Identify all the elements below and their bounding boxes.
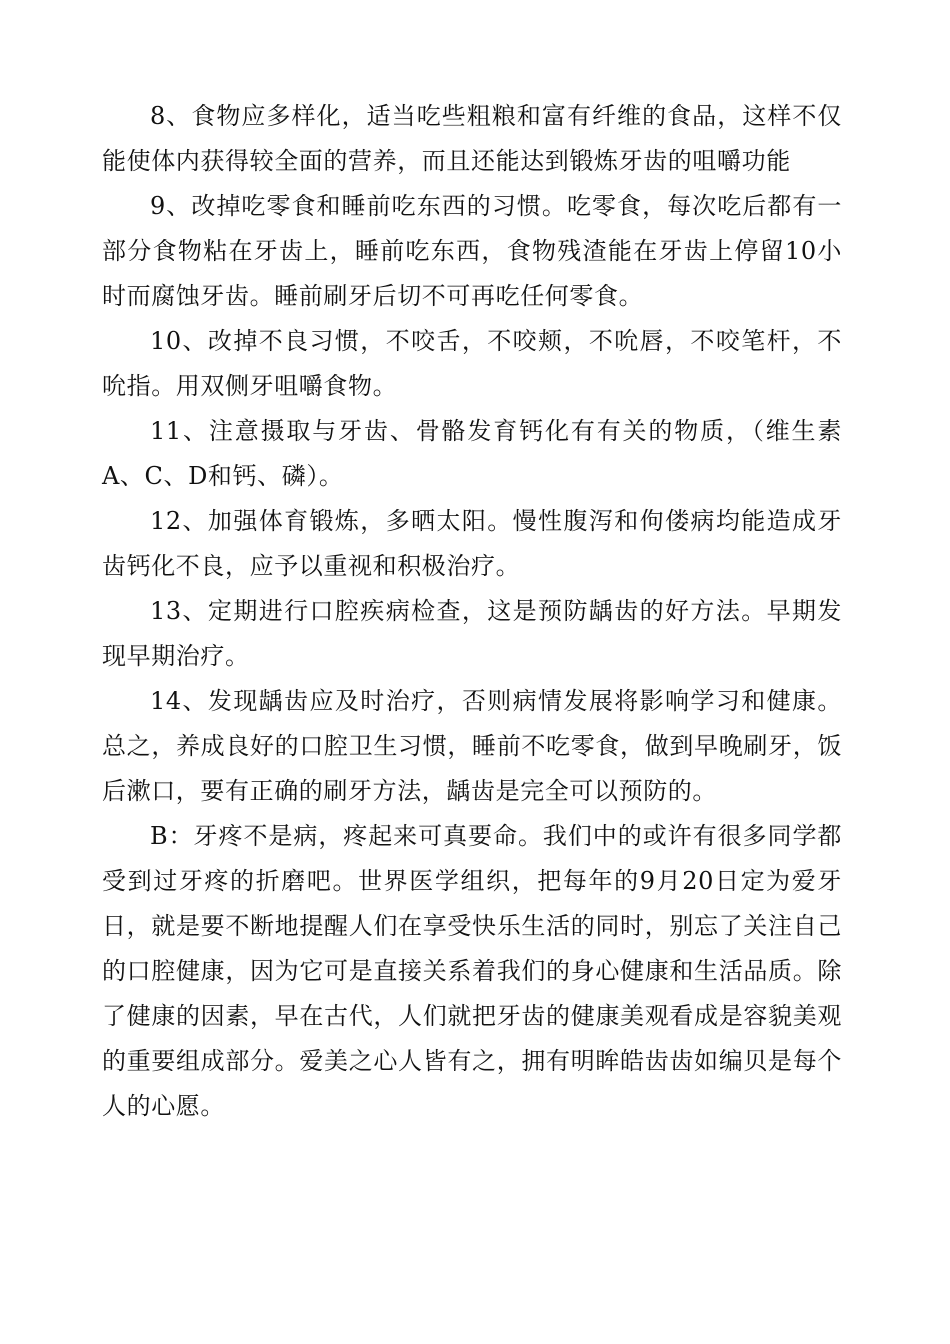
paragraph-item-14: 14、发现龋齿应及时治疗，否则病情发展将影响学习和健康。总之，养成良好的口腔卫生习惯，睡前不吃零食，做到早晚刷牙，饭后漱口，要有正确的刷牙方法，龋齿是完全可以预防的。 <box>102 687 842 805</box>
paragraph-item-12: 12、加强体育锻炼，多晒太阳。慢性腹泻和佝偻病均能造成牙齿钙化不良，应予以重视和积极治疗。 <box>102 507 842 580</box>
paragraph-item-8: 8、食物应多样化，适当吃些粗粮和富有纤维的食品，这样不仅能使体内获得较全面的营养，而且还能达到锻炼牙齿的咀嚼功能 <box>102 102 842 175</box>
paragraph-item-10: 10、改掉不良习惯，不咬舌，不咬颊，不吮唇，不咬笔杆，不吮指。用双侧牙咀嚼食物。 <box>102 327 842 400</box>
paragraph-item-13: 13、定期进行口腔疾病检查，这是预防龋齿的好方法。早期发现早期治疗。 <box>102 597 842 670</box>
paragraph-b: B：牙疼不是病，疼起来可真要命。我们中的或许有很多同学都受到过牙疼的折磨吧。世界医学组织，把每年的9月20日定为爱牙日，就是要不断地提醒人们在享受快乐生活的同时，别忘了关注自己的口腔健康，因为它可是直接关系着我们的身心健康和生活品质。除了健康的因素，早在古代，人们就把牙齿的健康美观看成是容貌美观的重要组成部分。爱美之心人皆有之，拥有明眸皓齿齿如编贝是每个人的心愿。 <box>102 822 842 1120</box>
paragraph-item-11: 11、注意摄取与牙齿、骨骼发育钙化有有关的物质，（维生素A、C、D和钙、磷）。 <box>102 417 842 490</box>
document-body <box>102 94 842 1129</box>
paragraph-item-9: 9、改掉吃零食和睡前吃东西的习惯。吃零食，每次吃后都有一部分食物粘在牙齿上，睡前吃东西，食物残渣能在牙齿上停留10小时而腐蚀牙齿。睡前刷牙后切不可再吃任何零食。 <box>102 192 842 310</box>
